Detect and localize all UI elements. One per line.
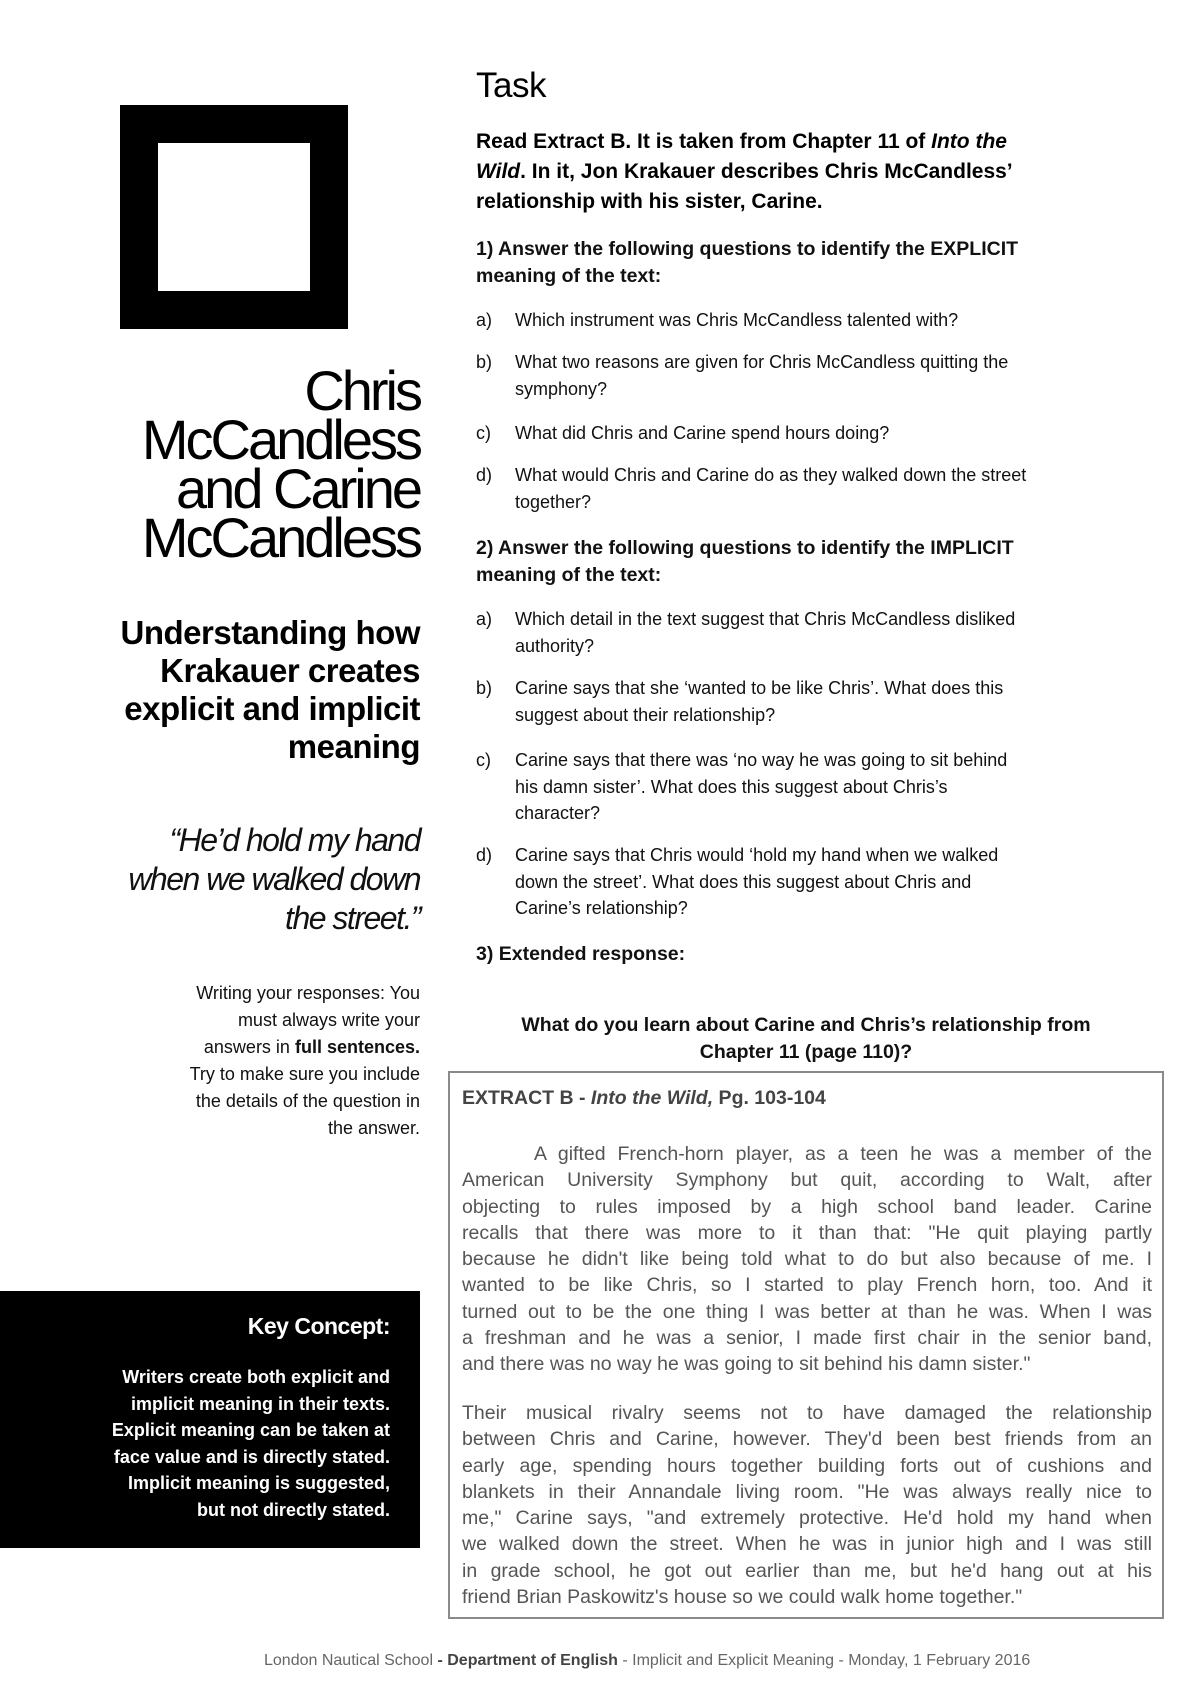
paragraph-line: between Chris and Carine, however. They'd been best friends from an [462, 1428, 1152, 1451]
advice-line: the details of the question in [195, 1091, 420, 1111]
intro-line: relationship with his sister, Carine. [476, 190, 823, 213]
intro-text: Read Extract B. It is taken from Chapter 11 of [476, 130, 932, 153]
question-line: symphony? [515, 378, 608, 399]
key-concept-line: face value and is directly stated. [113, 1446, 390, 1467]
extract-source: Into the Wild, [590, 1087, 714, 1109]
title-line: McCandless [141, 506, 420, 569]
key-concept-body [0, 1364, 390, 1523]
key-concept-line: implicit meaning in their texts. [130, 1393, 390, 1414]
advice-line: the answer. [327, 1118, 420, 1138]
question-text [515, 462, 1115, 515]
intro-text: . In it, Jon Krakauer describes Chris McCandless’ [520, 160, 1013, 183]
extract-box [448, 1071, 1164, 1619]
paragraph-line: friend Brian Paskowitz's house so we could walk home together." [462, 1586, 1023, 1609]
question-line: authority? [515, 635, 595, 656]
square-logo-inner [158, 143, 310, 291]
question-line: Which instrument was Chris McCandless talented with? [515, 310, 959, 330]
square-logo [120, 105, 348, 329]
title-line: and Carine [176, 457, 420, 520]
advice-line: Writing your responses: You [196, 983, 420, 1003]
paragraph-line: a freshman and he was a senior, I made first chair in the senior band, [462, 1327, 1152, 1350]
advice-line: Try to make sure you include [189, 1064, 420, 1084]
key-concept-box [0, 1291, 420, 1548]
question-text [515, 675, 1115, 728]
explicit-section-heading [476, 236, 1116, 290]
question-line: character? [515, 803, 601, 823]
writing-advice [120, 980, 420, 1142]
question-line: Carine’s relationship? [515, 898, 688, 918]
extended-line: What do you learn about Carine and Chris’s relationship from [521, 1014, 1091, 1036]
question-line: his damn sister’. What does this suggest about Chris’s [515, 776, 948, 797]
footer-separator: - [433, 1652, 448, 1669]
question-line: Which detail in the text suggest that Chris McCandless disliked [515, 609, 1016, 629]
quote-line: when we walked down [128, 861, 420, 897]
question-letter: a) [476, 609, 493, 629]
question-letter: b) [476, 352, 493, 372]
question-text [515, 747, 1115, 827]
extract-paragraph-1 [462, 1141, 1152, 1378]
key-concept-title: Key Concept: [247, 1313, 390, 1339]
advice-emphasis: full sentences. [294, 1037, 420, 1057]
extract-label: EXTRACT B - [462, 1087, 591, 1109]
page-footer [264, 1652, 1134, 1670]
extended-line: Chapter 11 (page 110)? [699, 1041, 913, 1063]
paragraph-line: blankets in their Annandale living room. "He was always really nice to [462, 1480, 1152, 1503]
question-letter: d) [476, 465, 493, 485]
question-line: What did Chris and Carine spend hours doing? [515, 423, 890, 443]
quote-line: the street.” [285, 900, 420, 936]
question-line: What would Chris and Carine do as they walked down the street [515, 465, 1027, 485]
question-text [515, 420, 1115, 447]
paragraph-line: in grade school, he got out earlier than me, but he'd hang out at his [462, 1559, 1152, 1582]
question-text [515, 307, 1115, 334]
page-title [60, 359, 420, 569]
footer-school: London Nautical School [264, 1652, 434, 1669]
question-letter: d) [476, 845, 493, 865]
paragraph-line: A gifted French-horn player, as a teen he was a member of the [534, 1143, 1152, 1165]
key-concept-line: Implicit meaning is suggested, [127, 1473, 390, 1493]
paragraph-line: turned out to be the one thing I was better at than he was. When I was [462, 1300, 1152, 1323]
paragraph-line: Their musical rivalry seems not to have damaged the relationship [462, 1402, 1152, 1424]
question-letter: a) [476, 310, 493, 330]
question-letter: c) [476, 423, 491, 443]
paragraph-line: early age, spending hours together building forts out of cushions and [462, 1454, 1152, 1477]
heading-line: 1) Answer the following questions to identify the EXPLICIT [476, 238, 1019, 260]
extended-response-question [476, 1012, 1136, 1066]
question-letter: b) [476, 678, 493, 698]
title-line: McCandless [141, 408, 420, 471]
paragraph-line: objecting to rules imposed by a high school band leader. Carine [462, 1195, 1152, 1218]
paragraph-line: and there was no way he was going to sit behind his damn sister." [462, 1353, 1031, 1376]
intro-line [476, 157, 1116, 187]
paragraph-line: wanted to be like Chris, so I started to play French horn, too. And it [462, 1274, 1152, 1297]
footer-rest: - Implicit and Explicit Meaning - Monday, 1 February 2016 [617, 1652, 1031, 1669]
task-intro [476, 127, 1116, 217]
question-text [515, 349, 1115, 402]
extended-response-heading: 3) Extended response: [476, 943, 686, 965]
question-letter: c) [476, 750, 491, 770]
paragraph-line: because he didn't like being told what to do but also because of me. I [462, 1248, 1152, 1271]
subtitle-line: Krakauer creates [160, 652, 420, 689]
question-line: together? [515, 491, 592, 512]
paragraph-line: recalls that there was more to it than that: "He quit playing partly [462, 1221, 1152, 1244]
book-title: Wild [476, 160, 521, 183]
question-line: Carine says that Chris would ‘hold my hand when we walked [515, 845, 999, 865]
key-concept-line: Writers create both explicit and [122, 1367, 390, 1387]
heading-line: 2) Answer the following questions to identify the IMPLICIT [476, 537, 1014, 559]
heading-line: meaning of the text: [476, 564, 662, 586]
page-subtitle [60, 614, 420, 766]
intro-line [476, 127, 1116, 157]
pull-quote [40, 821, 420, 938]
quote-line: “He’d hold my hand [169, 822, 420, 858]
paragraph-line: me," Carine says, "and extremely protective. He'd hold my hand when [462, 1507, 1152, 1530]
advice-line: must always write your [237, 1010, 420, 1030]
subtitle-line: Understanding how [120, 614, 420, 651]
task-heading: Task [476, 66, 546, 105]
subtitle-line: explicit and implicit [124, 690, 420, 727]
heading-line: meaning of the text: [476, 265, 662, 287]
key-concept-line: Explicit meaning can be taken at [111, 1420, 390, 1440]
paragraph-line: we walked down the street. When he was in junior high and I was still [462, 1533, 1152, 1556]
question-line: Carine says that she ‘wanted to be like Chris’. What does this [515, 678, 1004, 698]
extract-pages: Pg. 103-104 [713, 1087, 826, 1109]
paragraph-line: American University Symphony but quit, according to Walt, after [462, 1169, 1152, 1192]
advice-text: answers in [203, 1037, 295, 1057]
question-line: Carine says that there was ‘no way he was going to sit behind [515, 750, 1008, 770]
title-line: Chris [304, 359, 420, 422]
question-line: down the street’. What does this suggest about Chris and [515, 871, 972, 892]
key-concept-line: but not directly stated. [196, 1499, 390, 1520]
question-text [515, 606, 1115, 659]
question-line: suggest about their relationship? [515, 704, 776, 725]
extract-paragraph-2 [462, 1400, 1152, 1610]
footer-department: Department of English [447, 1652, 618, 1669]
advice-line [120, 1034, 420, 1061]
question-line: What two reasons are given for Chris McCandless quitting the [515, 352, 1009, 372]
subtitle-line: meaning [287, 728, 420, 765]
book-title: Into the [931, 130, 1007, 153]
implicit-section-heading [476, 535, 1116, 589]
question-text [515, 842, 1115, 922]
extract-title [462, 1087, 826, 1110]
